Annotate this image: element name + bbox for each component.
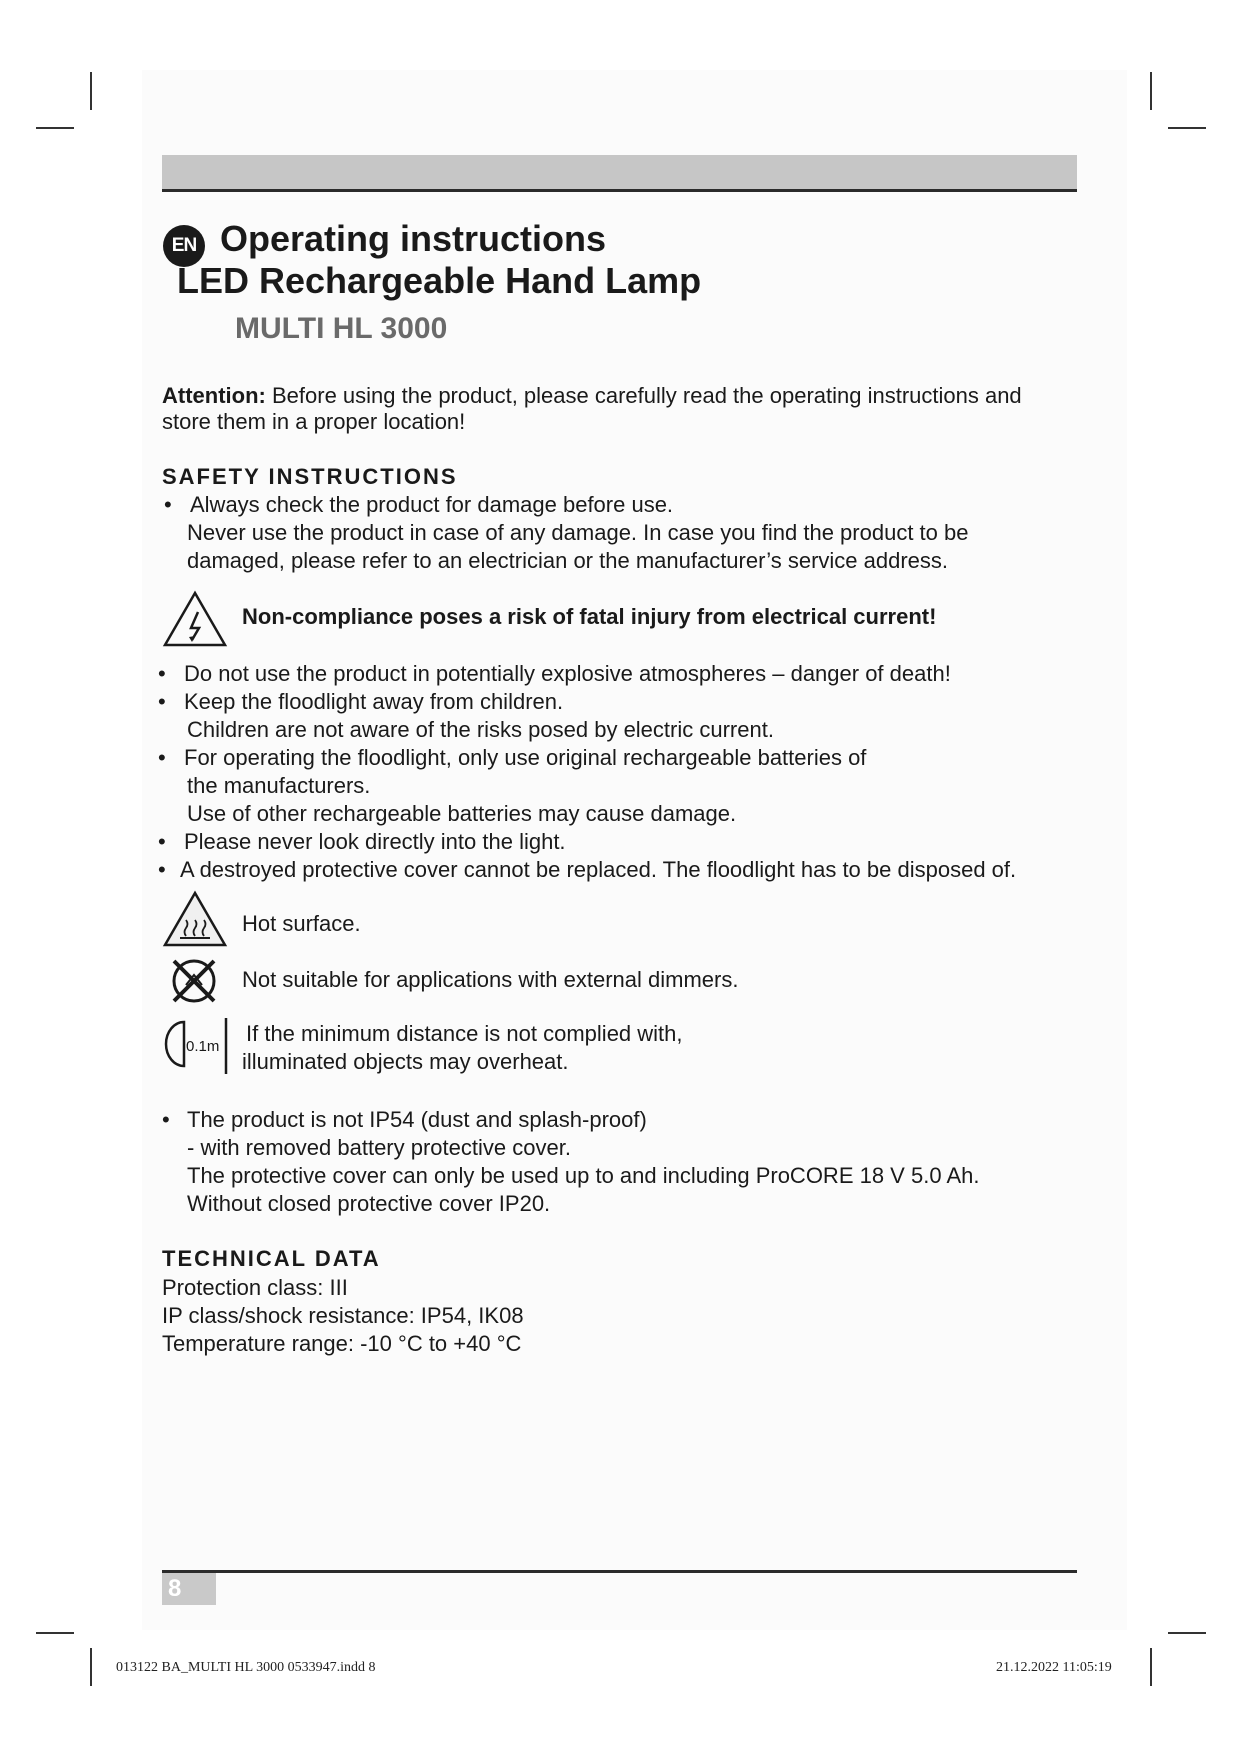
footer-rule bbox=[162, 1570, 1077, 1573]
page-title: Operating instructions bbox=[220, 218, 607, 259]
bullet-continuation: the manufacturers. bbox=[187, 773, 371, 798]
ip-line-3: The protective cover can only be used up to and including ProCORE 18 V 5.0 Ah. bbox=[187, 1163, 980, 1188]
bullet-item bbox=[158, 744, 867, 772]
attention-line-2: store them in a proper location! bbox=[162, 409, 466, 434]
bullet-text: Do not use the product in potentially explosive atmospheres – danger of death! bbox=[184, 661, 951, 686]
electrical-warning-icon bbox=[162, 590, 228, 648]
bullet-item bbox=[158, 856, 1017, 884]
bullet-dot: • bbox=[158, 745, 166, 770]
model-name: MULTI HL 3000 bbox=[235, 312, 448, 345]
safety-intro-bullet bbox=[164, 491, 674, 519]
footer-date: 21.12.2022 11:05:19 bbox=[996, 1660, 1112, 1675]
ip-line-2: - with removed battery protective cover. bbox=[187, 1135, 571, 1160]
attention-text: Before using the product, please carefully read the operating instructions and bbox=[271, 383, 1022, 408]
attention-line-1 bbox=[162, 382, 1022, 410]
electrical-warning-text: Non-compliance poses a risk of fatal injury from electrical current! bbox=[242, 604, 937, 629]
crop-mark bbox=[90, 1648, 92, 1686]
bullet-text: The product is not IP54 (dust and splash-proof) bbox=[187, 1107, 647, 1132]
hot-surface-text: Hot surface. bbox=[242, 911, 361, 936]
attention-label: Attention: bbox=[162, 383, 266, 408]
bullet-item bbox=[158, 660, 951, 688]
bullet-continuation: Children are not aware of the risks posed by electric current. bbox=[187, 717, 774, 742]
safety-intro-line-3: damaged, please refer to an electrician or the manufacturer’s service address. bbox=[187, 548, 949, 573]
bullet-text: Please never look directly into the light. bbox=[184, 829, 566, 854]
ip-line-4: Without closed protective cover IP20. bbox=[187, 1191, 551, 1216]
bullet-item bbox=[158, 688, 564, 716]
safety-heading: SAFETY INSTRUCTIONS bbox=[162, 464, 458, 489]
bullet-dot: • bbox=[162, 1107, 170, 1132]
bullet-text: Keep the floodlight away from children. bbox=[184, 689, 564, 714]
language-badge: EN bbox=[163, 225, 205, 267]
header-bar bbox=[162, 155, 1077, 192]
bullet-text: Always check the product for damage before use. bbox=[190, 492, 674, 517]
bullet-dot: • bbox=[158, 829, 166, 854]
temperature-range: Temperature range: -10 °C to +40 °C bbox=[162, 1331, 522, 1356]
technical-heading: TECHNICAL DATA bbox=[162, 1246, 381, 1271]
bullet-continuation: Use of other rechargeable batteries may cause damage. bbox=[187, 801, 737, 826]
no-dimmer-text: Not suitable for applications with external dimmers. bbox=[242, 967, 739, 992]
hot-surface-icon bbox=[162, 890, 228, 948]
bullet-item bbox=[158, 828, 566, 856]
no-dimmer-icon bbox=[168, 955, 220, 1007]
crop-mark bbox=[90, 72, 92, 110]
minimum-distance-line-2: illuminated objects may overheat. bbox=[242, 1049, 569, 1074]
crop-mark bbox=[1150, 1648, 1152, 1686]
bullet-text: A destroyed protective cover cannot be replaced. The floodlight has to be disposed of. bbox=[180, 857, 1017, 882]
crop-mark bbox=[36, 1632, 74, 1634]
crop-mark bbox=[1168, 1632, 1206, 1634]
bullet-dot: • bbox=[158, 661, 166, 686]
protection-class: Protection class: III bbox=[162, 1275, 348, 1300]
crop-mark bbox=[36, 127, 74, 129]
safety-intro-line-2: Never use the product in case of any damage. In case you find the product to be bbox=[187, 520, 969, 545]
minimum-distance-label: 0.1m bbox=[186, 1038, 220, 1055]
crop-mark bbox=[1168, 127, 1206, 129]
bullet-dot: • bbox=[158, 857, 166, 882]
footer-file: 013122 BA_MULTI HL 3000 0533947.indd 8 bbox=[116, 1660, 376, 1675]
product-name: LED Rechargeable Hand Lamp bbox=[177, 260, 702, 301]
crop-mark bbox=[1150, 72, 1152, 110]
bullet-dot: • bbox=[158, 689, 166, 714]
bullet-dot: • bbox=[164, 492, 172, 517]
page-number: 8 bbox=[162, 1573, 216, 1605]
minimum-distance-line-1: If the minimum distance is not complied with, bbox=[246, 1021, 683, 1046]
bullet-text: For operating the floodlight, only use original rechargeable batteries of bbox=[184, 745, 867, 770]
ip-bullet bbox=[162, 1106, 647, 1134]
ip-class: IP class/shock resistance: IP54, IK08 bbox=[162, 1303, 524, 1328]
